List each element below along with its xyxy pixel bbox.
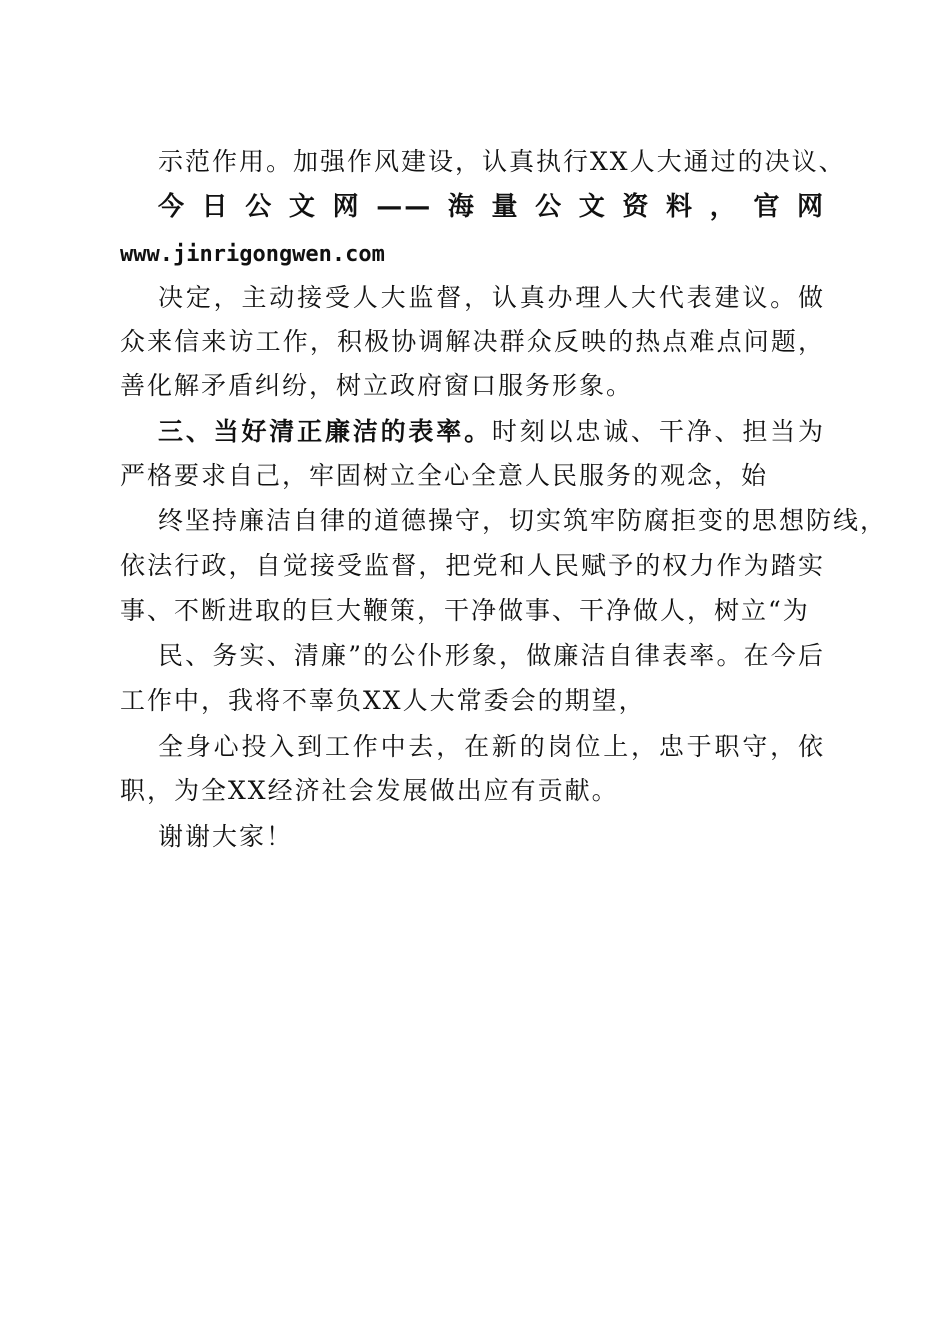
website-url[interactable]: www.jinrigongwen.com: [120, 242, 385, 267]
paragraph-line: 善化解矛盾纠纷，树立政府窗口服务形象。: [120, 371, 634, 400]
paragraph-line: 严格要求自己，牢固树立全心全意人民服务的观念，始: [120, 461, 769, 490]
paragraph-line: 依法行政，自觉接受监督，把党和人民赋予的权力作为踏实: [120, 551, 825, 580]
paragraph-line: 众来信来访工作，积极协调解决群众反映的热点难点问题，: [120, 327, 825, 356]
section-heading-text: 时刻以忠诚、干净、担当为: [491, 417, 825, 446]
paragraph-line: 民、务实、清廉”的公仆形象，做廉洁自律表率。在今后: [158, 641, 825, 670]
paragraph-line: 事、不断进取的巨大鞭策，干净做事、干净做人，树立“为: [120, 596, 810, 625]
section-heading-line: [158, 415, 825, 449]
banner-line: 今日公文网——海量公文资料，官网: [158, 192, 825, 222]
closing-line: 谢谢大家！: [158, 822, 294, 851]
paragraph-line: 工作中，我将不辜负XX人大常委会的期望，: [120, 686, 646, 715]
paragraph-line: 示范作用。加强作风建设，认真执行XX人大通过的决议、: [158, 147, 846, 176]
paragraph-line: 终坚持廉洁自律的道德操守，切实筑牢防腐拒变的思想防线，: [158, 506, 888, 535]
paragraph-line: 职，为全XX经济社会发展做出应有贡献。: [120, 776, 619, 805]
section-heading: 三、当好清正廉洁的表率。: [158, 417, 492, 446]
paragraph-line: 全身心投入到工作中去，在新的岗位上，忠于职守，依: [158, 732, 825, 761]
paragraph-line: 决定，主动接受人大监督，认真办理人大代表建议。做: [158, 283, 825, 312]
